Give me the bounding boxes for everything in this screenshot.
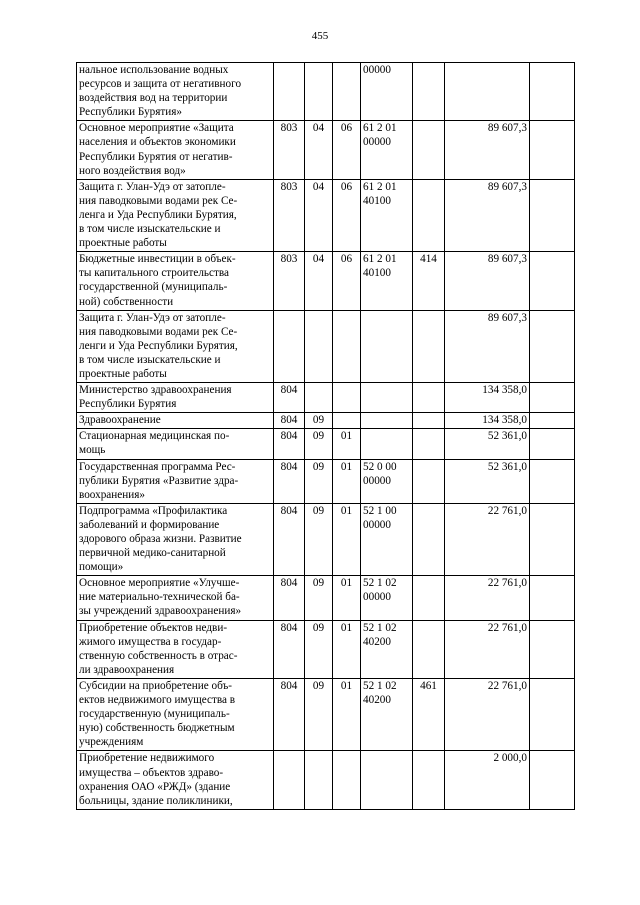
row-name-cell: Основное мероприятие «Защита населения и объектов экономики Республики Бурятия от негатив- ного воздействия вод»	[77, 121, 274, 179]
amount-cell: 134 358,0	[445, 413, 530, 429]
subsection-code-cell	[333, 310, 361, 382]
expense-type-cell	[413, 413, 445, 429]
table-row	[77, 620, 575, 678]
extra-cell	[530, 63, 575, 121]
target-code-cell: 52 1 02 40200	[361, 620, 413, 678]
table-row	[77, 503, 575, 575]
target-code-cell	[361, 751, 413, 809]
section-code-cell	[305, 63, 333, 121]
row-name-cell: Субсидии на приобретение объ- ектов недвижимого имущества в государственную (муниципаль- ную) собственность бюджетным учреждениям	[77, 678, 274, 750]
extra-cell	[530, 576, 575, 620]
row-name-cell: Защита г. Улан-Удэ от затопле- ния паводковыми водами рек Се- ленга и Уда Республики Бурятия, в том числе изыскательские и проектные работы	[77, 179, 274, 251]
target-code-cell: 00000	[361, 63, 413, 121]
amount-cell: 134 358,0	[445, 383, 530, 413]
ministry-code-cell: 804	[274, 620, 305, 678]
row-name-cell: Защита г. Улан-Удэ от затопле- ния паводковыми водами рек Се- ленги и Уда Республики Бурятия, в том числе изыскательские и проектные работы	[77, 310, 274, 382]
row-name-cell: нальное использование водных ресурсов и защита от негативного воздействия вод на территории Республики Бурятия»	[77, 63, 274, 121]
row-name-cell: Министерство здравоохранения Республики Бурятия	[77, 383, 274, 413]
table-row	[77, 63, 575, 121]
target-code-cell: 52 1 00 00000	[361, 503, 413, 575]
section-code-cell: 09	[305, 429, 333, 459]
subsection-code-cell: 06	[333, 252, 361, 310]
subsection-code-cell	[333, 63, 361, 121]
extra-cell	[530, 383, 575, 413]
expense-type-cell: 461	[413, 678, 445, 750]
row-name-cell: Подпрограмма «Профилактика заболеваний и формирование здорового образа жизни. Развитие первичной медико-санитарной помощи»	[77, 503, 274, 575]
ministry-code-cell	[274, 751, 305, 809]
extra-cell	[530, 121, 575, 179]
expense-type-cell	[413, 310, 445, 382]
ministry-code-cell: 804	[274, 503, 305, 575]
target-code-cell	[361, 413, 413, 429]
section-code-cell: 09	[305, 678, 333, 750]
target-code-cell	[361, 429, 413, 459]
expense-type-cell	[413, 503, 445, 575]
amount-cell	[445, 63, 530, 121]
section-code-cell	[305, 383, 333, 413]
extra-cell	[530, 751, 575, 809]
extra-cell	[530, 413, 575, 429]
expense-type-cell	[413, 63, 445, 121]
section-code-cell: 09	[305, 503, 333, 575]
subsection-code-cell: 06	[333, 121, 361, 179]
section-code-cell: 09	[305, 413, 333, 429]
ministry-code-cell: 804	[274, 383, 305, 413]
ministry-code-cell: 804	[274, 429, 305, 459]
expense-type-cell	[413, 459, 445, 503]
section-code-cell	[305, 751, 333, 809]
row-name-cell: Бюджетные инвестиции в объек- ты капитального строительства государственной (муниципаль- ной) собственности	[77, 252, 274, 310]
ministry-code-cell: 804	[274, 459, 305, 503]
target-code-cell	[361, 383, 413, 413]
amount-cell: 52 361,0	[445, 429, 530, 459]
target-code-cell: 61 2 01 00000	[361, 121, 413, 179]
amount-cell: 89 607,3	[445, 179, 530, 251]
section-code-cell: 09	[305, 620, 333, 678]
ministry-code-cell: 804	[274, 576, 305, 620]
row-name-cell: Приобретение недвижимого имущества – объектов здраво- охранения ОАО «РЖД» (здание больницы, здание поликлиники,	[77, 751, 274, 809]
table-row	[77, 252, 575, 310]
row-name-cell: Государственная программа Рес- публики Бурятия «Развитие здра- воохранения»	[77, 459, 274, 503]
expense-type-cell	[413, 751, 445, 809]
extra-cell	[530, 179, 575, 251]
extra-cell	[530, 252, 575, 310]
amount-cell: 22 761,0	[445, 576, 530, 620]
page-number: 455	[311, 30, 329, 42]
table-row	[77, 459, 575, 503]
ministry-code-cell: 803	[274, 121, 305, 179]
target-code-cell: 61 2 01 40100	[361, 179, 413, 251]
extra-cell	[530, 459, 575, 503]
ministry-code-cell: 803	[274, 179, 305, 251]
target-code-cell	[361, 310, 413, 382]
table-row	[77, 413, 575, 429]
target-code-cell: 52 0 00 00000	[361, 459, 413, 503]
expense-type-cell: 414	[413, 252, 445, 310]
extra-cell	[530, 503, 575, 575]
table-row	[77, 429, 575, 459]
expense-type-cell	[413, 179, 445, 251]
extra-cell	[530, 310, 575, 382]
budget-table	[76, 62, 575, 810]
amount-cell: 52 361,0	[445, 459, 530, 503]
row-name-cell: Основное мероприятие «Улучше- ние материально-технической ба- зы учреждений здравоохранения»	[77, 576, 274, 620]
subsection-code-cell	[333, 383, 361, 413]
row-name-cell: Приобретение объектов недви- жимого имущества в государ- ственную собственность в отрас- ли здравоохранения	[77, 620, 274, 678]
expense-type-cell	[413, 383, 445, 413]
section-code-cell: 04	[305, 121, 333, 179]
subsection-code-cell: 01	[333, 678, 361, 750]
table-row	[77, 751, 575, 809]
ministry-code-cell	[274, 63, 305, 121]
table-row	[77, 310, 575, 382]
table-row	[77, 383, 575, 413]
table-row	[77, 576, 575, 620]
ministry-code-cell	[274, 310, 305, 382]
ministry-code-cell: 803	[274, 252, 305, 310]
amount-cell: 89 607,3	[445, 310, 530, 382]
subsection-code-cell: 01	[333, 503, 361, 575]
ministry-code-cell: 804	[274, 413, 305, 429]
amount-cell: 22 761,0	[445, 503, 530, 575]
target-code-cell: 52 1 02 00000	[361, 576, 413, 620]
ministry-code-cell: 804	[274, 678, 305, 750]
extra-cell	[530, 620, 575, 678]
section-code-cell: 04	[305, 252, 333, 310]
section-code-cell	[305, 310, 333, 382]
table-row	[77, 678, 575, 750]
row-name-cell: Стационарная медицинская по- мощь	[77, 429, 274, 459]
expense-type-cell	[413, 121, 445, 179]
table-body	[77, 63, 575, 810]
section-code-cell: 04	[305, 179, 333, 251]
section-code-cell: 09	[305, 576, 333, 620]
target-code-cell: 61 2 01 40100	[361, 252, 413, 310]
subsection-code-cell: 01	[333, 429, 361, 459]
expense-type-cell	[413, 429, 445, 459]
amount-cell: 22 761,0	[445, 678, 530, 750]
extra-cell	[530, 429, 575, 459]
amount-cell: 89 607,3	[445, 121, 530, 179]
table-row	[77, 121, 575, 179]
extra-cell	[530, 678, 575, 750]
subsection-code-cell: 01	[333, 459, 361, 503]
table-row	[77, 179, 575, 251]
subsection-code-cell	[333, 413, 361, 429]
subsection-code-cell: 01	[333, 576, 361, 620]
subsection-code-cell: 06	[333, 179, 361, 251]
subsection-code-cell: 01	[333, 620, 361, 678]
row-name-cell: Здравоохранение	[77, 413, 274, 429]
expense-type-cell	[413, 620, 445, 678]
amount-cell: 22 761,0	[445, 620, 530, 678]
amount-cell: 89 607,3	[445, 252, 530, 310]
section-code-cell: 09	[305, 459, 333, 503]
target-code-cell: 52 1 02 40200	[361, 678, 413, 750]
expense-type-cell	[413, 576, 445, 620]
subsection-code-cell	[333, 751, 361, 809]
amount-cell: 2 000,0	[445, 751, 530, 809]
